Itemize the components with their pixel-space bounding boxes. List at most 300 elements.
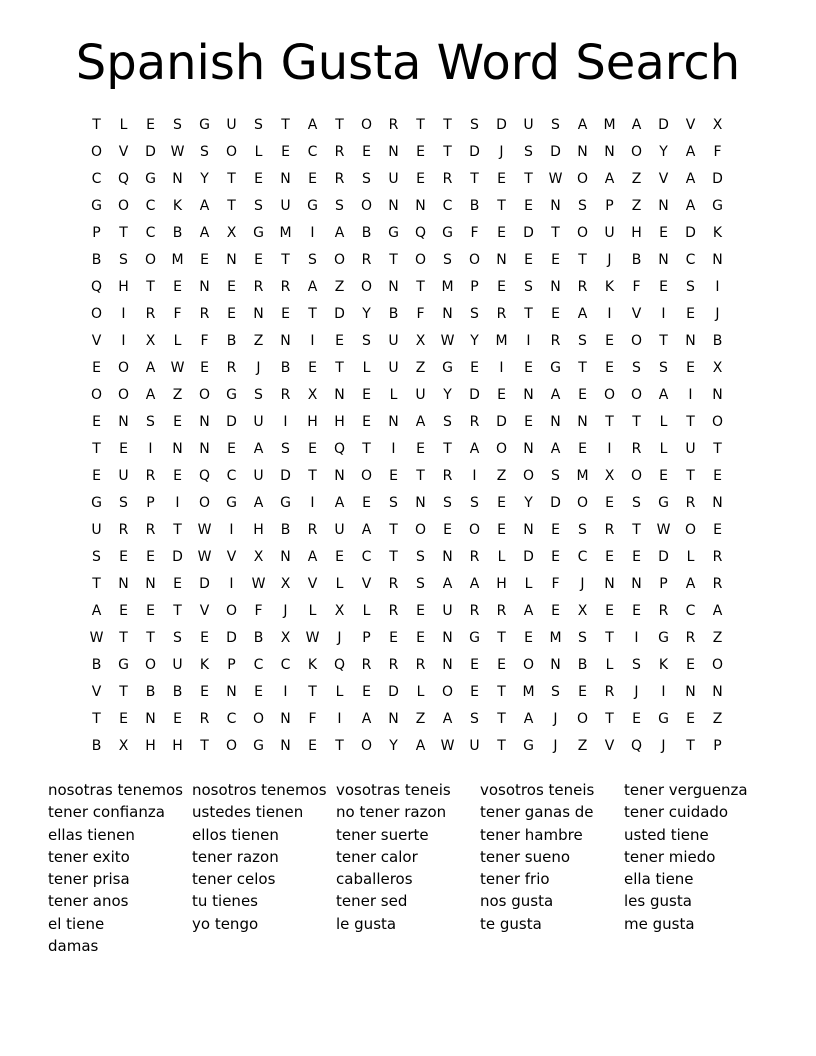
grid-letter[interactable]: C xyxy=(145,198,156,214)
grid-letter[interactable]: N xyxy=(604,576,615,592)
grid-letter[interactable]: I xyxy=(526,333,531,349)
grid-letter[interactable]: J xyxy=(553,738,558,754)
grid-letter[interactable]: R xyxy=(145,306,156,322)
grid-letter[interactable]: O xyxy=(576,495,589,511)
grid-letter[interactable]: T xyxy=(92,441,101,457)
grid-letter[interactable]: N xyxy=(280,171,291,187)
grid-letter[interactable]: N xyxy=(712,252,723,268)
grid-letter[interactable]: A xyxy=(307,279,318,295)
grid-letter[interactable]: A xyxy=(523,711,534,727)
grid-letter[interactable]: T xyxy=(632,522,641,538)
grid-letter[interactable]: U xyxy=(388,360,399,376)
grid-letter[interactable]: S xyxy=(443,252,452,268)
grid-letter[interactable]: C xyxy=(280,657,291,673)
grid-letter[interactable]: E xyxy=(173,414,182,430)
grid-letter[interactable]: A xyxy=(442,711,453,727)
grid-letter[interactable]: B xyxy=(172,225,183,241)
grid-letter[interactable]: S xyxy=(200,144,209,160)
grid-letter[interactable]: S xyxy=(416,576,425,592)
grid-letter[interactable]: O xyxy=(630,387,643,403)
grid-letter[interactable]: H xyxy=(253,522,264,538)
grid-letter[interactable]: O xyxy=(630,468,643,484)
grid-letter[interactable]: S xyxy=(308,252,317,268)
grid-letter[interactable]: X xyxy=(712,117,723,133)
grid-letter[interactable]: R xyxy=(469,549,480,565)
grid-letter[interactable]: E xyxy=(497,225,506,241)
grid-letter[interactable]: T xyxy=(335,360,344,376)
grid-letter[interactable]: S xyxy=(578,198,587,214)
grid-letter[interactable]: E xyxy=(551,252,560,268)
grid-letter[interactable]: S xyxy=(119,495,128,511)
grid-letter[interactable]: R xyxy=(280,387,291,403)
grid-letter[interactable]: R xyxy=(199,306,210,322)
grid-letter[interactable]: I xyxy=(310,495,315,511)
grid-letter[interactable]: O xyxy=(468,522,481,538)
grid-letter[interactable]: S xyxy=(470,306,479,322)
grid-letter[interactable]: L xyxy=(362,360,371,376)
grid-letter[interactable]: W xyxy=(548,171,563,187)
grid-letter[interactable]: I xyxy=(499,360,504,376)
grid-letter[interactable]: E xyxy=(146,549,155,565)
grid-letter[interactable]: B xyxy=(361,225,372,241)
grid-letter[interactable]: S xyxy=(416,549,425,565)
grid-letter[interactable]: S xyxy=(92,549,101,565)
grid-letter[interactable]: O xyxy=(360,279,373,295)
grid-letter[interactable]: E xyxy=(443,522,452,538)
grid-letter[interactable]: E xyxy=(659,225,668,241)
grid-letter[interactable]: R xyxy=(658,603,669,619)
grid-letter[interactable]: Z xyxy=(496,468,507,484)
grid-letter[interactable]: V xyxy=(307,576,318,592)
grid-letter[interactable]: E xyxy=(308,171,317,187)
grid-letter[interactable]: O xyxy=(117,360,130,376)
grid-letter[interactable]: T xyxy=(389,549,398,565)
grid-letter[interactable]: E xyxy=(389,630,398,646)
grid-letter[interactable]: Q xyxy=(198,468,211,484)
grid-letter[interactable]: O xyxy=(711,414,724,430)
grid-letter[interactable]: J xyxy=(256,360,261,376)
grid-letter[interactable]: T xyxy=(173,522,182,538)
grid-letter[interactable]: G xyxy=(442,225,453,241)
grid-letter[interactable]: U xyxy=(172,657,183,673)
grid-letter[interactable]: O xyxy=(144,657,157,673)
grid-letter[interactable]: M xyxy=(549,630,562,646)
grid-letter[interactable]: J xyxy=(283,603,288,619)
grid-letter[interactable]: X xyxy=(280,630,291,646)
grid-letter[interactable]: U xyxy=(388,333,399,349)
grid-letter[interactable]: R xyxy=(469,414,480,430)
grid-letter[interactable]: Y xyxy=(200,171,209,187)
grid-letter[interactable]: N xyxy=(334,468,345,484)
grid-letter[interactable]: M xyxy=(603,117,616,133)
grid-letter[interactable]: U xyxy=(91,522,102,538)
grid-letter[interactable]: H xyxy=(631,225,642,241)
grid-letter[interactable]: O xyxy=(90,306,103,322)
grid-letter[interactable]: F xyxy=(254,603,263,619)
grid-letter[interactable]: K xyxy=(172,198,183,214)
grid-letter[interactable]: N xyxy=(685,684,696,700)
grid-letter[interactable]: N xyxy=(631,576,642,592)
grid-letter[interactable]: F xyxy=(308,711,317,727)
grid-letter[interactable]: N xyxy=(172,171,183,187)
grid-letter[interactable]: O xyxy=(144,252,157,268)
grid-letter[interactable]: N xyxy=(523,441,534,457)
grid-letter[interactable]: F xyxy=(551,576,560,592)
grid-letter[interactable]: I xyxy=(121,333,126,349)
grid-letter[interactable]: N xyxy=(577,144,588,160)
grid-letter[interactable]: O xyxy=(576,711,589,727)
grid-letter[interactable]: N xyxy=(496,252,507,268)
grid-letter[interactable]: Z xyxy=(631,198,642,214)
grid-letter[interactable]: E xyxy=(470,360,479,376)
grid-letter[interactable]: E xyxy=(605,603,614,619)
grid-letter[interactable]: I xyxy=(634,630,639,646)
grid-letter[interactable]: U xyxy=(334,522,345,538)
grid-letter[interactable]: E xyxy=(524,414,533,430)
grid-letter[interactable]: A xyxy=(91,603,102,619)
grid-letter[interactable]: B xyxy=(577,657,588,673)
grid-letter[interactable]: E xyxy=(389,468,398,484)
grid-letter[interactable]: C xyxy=(685,252,696,268)
grid-letter[interactable]: N xyxy=(523,387,534,403)
grid-letter[interactable]: S xyxy=(173,630,182,646)
grid-letter[interactable]: S xyxy=(119,252,128,268)
grid-letter[interactable]: B xyxy=(145,684,156,700)
grid-letter[interactable]: R xyxy=(442,468,453,484)
grid-letter[interactable]: B xyxy=(388,306,399,322)
grid-letter[interactable]: E xyxy=(362,495,371,511)
grid-letter[interactable]: F xyxy=(173,306,182,322)
grid-letter[interactable]: R xyxy=(361,252,372,268)
grid-letter[interactable]: B xyxy=(712,333,723,349)
grid-letter[interactable]: N xyxy=(280,333,291,349)
grid-letter[interactable]: E xyxy=(173,468,182,484)
grid-letter[interactable]: E xyxy=(551,522,560,538)
grid-letter[interactable]: E xyxy=(524,630,533,646)
grid-letter[interactable]: Q xyxy=(117,171,130,187)
grid-letter[interactable]: R xyxy=(496,603,507,619)
grid-letter[interactable]: N xyxy=(577,414,588,430)
grid-letter[interactable]: U xyxy=(685,441,696,457)
grid-letter[interactable]: G xyxy=(469,630,480,646)
grid-letter[interactable]: Z xyxy=(415,360,426,376)
grid-letter[interactable]: R xyxy=(226,360,237,376)
grid-letter[interactable]: T xyxy=(416,468,425,484)
grid-letter[interactable]: J xyxy=(634,684,639,700)
grid-letter[interactable]: T xyxy=(92,117,101,133)
grid-letter[interactable]: D xyxy=(496,414,507,430)
grid-letter[interactable]: M xyxy=(171,252,184,268)
grid-letter[interactable]: N xyxy=(523,522,534,538)
grid-letter[interactable]: S xyxy=(578,522,587,538)
grid-letter[interactable]: F xyxy=(713,144,722,160)
grid-letter[interactable]: I xyxy=(337,711,342,727)
grid-letter[interactable]: X xyxy=(577,603,588,619)
grid-letter[interactable]: O xyxy=(576,225,589,241)
grid-letter[interactable]: A xyxy=(361,522,372,538)
grid-letter[interactable]: T xyxy=(524,171,533,187)
grid-letter[interactable]: S xyxy=(389,495,398,511)
grid-letter[interactable]: T xyxy=(659,333,668,349)
grid-letter[interactable]: B xyxy=(280,522,291,538)
grid-letter[interactable]: I xyxy=(472,468,477,484)
grid-letter[interactable]: B xyxy=(253,630,264,646)
grid-letter[interactable]: R xyxy=(388,657,399,673)
grid-letter[interactable]: L xyxy=(497,549,506,565)
grid-letter[interactable]: O xyxy=(522,657,535,673)
grid-letter[interactable]: Z xyxy=(577,738,588,754)
grid-letter[interactable]: E xyxy=(308,738,317,754)
grid-letter[interactable]: R xyxy=(361,657,372,673)
grid-letter[interactable]: S xyxy=(686,279,695,295)
grid-letter[interactable]: E xyxy=(362,144,371,160)
grid-letter[interactable]: U xyxy=(226,117,237,133)
grid-letter[interactable]: E xyxy=(173,576,182,592)
grid-letter[interactable]: W xyxy=(170,144,185,160)
grid-letter[interactable]: D xyxy=(280,468,291,484)
grid-letter[interactable]: A xyxy=(604,171,615,187)
grid-letter[interactable]: Z xyxy=(334,279,345,295)
grid-letter[interactable]: S xyxy=(254,117,263,133)
grid-letter[interactable]: O xyxy=(252,711,265,727)
grid-letter[interactable]: N xyxy=(550,279,561,295)
grid-letter[interactable]: A xyxy=(199,225,210,241)
grid-letter[interactable]: A xyxy=(685,198,696,214)
grid-letter[interactable]: C xyxy=(91,171,102,187)
grid-letter[interactable]: T xyxy=(362,441,371,457)
grid-letter[interactable]: N xyxy=(415,198,426,214)
grid-letter[interactable]: N xyxy=(388,198,399,214)
grid-letter[interactable]: O xyxy=(630,333,643,349)
grid-letter[interactable]: R xyxy=(550,333,561,349)
grid-letter[interactable]: O xyxy=(198,387,211,403)
grid-letter[interactable]: E xyxy=(227,441,236,457)
grid-letter[interactable]: A xyxy=(307,549,318,565)
grid-letter[interactable]: R xyxy=(388,576,399,592)
grid-letter[interactable]: E xyxy=(416,603,425,619)
grid-letter[interactable]: N xyxy=(550,198,561,214)
grid-letter[interactable]: O xyxy=(576,171,589,187)
grid-letter[interactable]: R xyxy=(334,171,345,187)
grid-letter[interactable]: R xyxy=(604,684,615,700)
grid-letter[interactable]: N xyxy=(712,387,723,403)
grid-letter[interactable]: T xyxy=(686,414,695,430)
grid-letter[interactable]: N xyxy=(388,414,399,430)
grid-letter[interactable]: R xyxy=(145,468,156,484)
grid-letter[interactable]: A xyxy=(550,387,561,403)
grid-letter[interactable]: A xyxy=(334,225,345,241)
grid-letter[interactable]: N xyxy=(712,495,723,511)
grid-letter[interactable]: A xyxy=(469,441,480,457)
grid-letter[interactable]: I xyxy=(688,387,693,403)
grid-letter[interactable]: T xyxy=(416,117,425,133)
grid-letter[interactable]: V xyxy=(91,333,102,349)
grid-letter[interactable]: S xyxy=(524,144,533,160)
grid-letter[interactable]: J xyxy=(607,252,612,268)
grid-letter[interactable]: E xyxy=(416,630,425,646)
grid-letter[interactable]: N xyxy=(199,279,210,295)
grid-letter[interactable]: S xyxy=(362,171,371,187)
grid-letter[interactable]: A xyxy=(577,117,588,133)
grid-letter[interactable]: I xyxy=(607,441,612,457)
grid-letter[interactable]: G xyxy=(226,495,237,511)
grid-letter[interactable]: O xyxy=(522,468,535,484)
grid-letter[interactable]: E xyxy=(200,630,209,646)
grid-letter[interactable]: N xyxy=(388,279,399,295)
grid-letter[interactable]: G xyxy=(388,225,399,241)
grid-letter[interactable]: E xyxy=(686,657,695,673)
grid-letter[interactable]: U xyxy=(118,468,129,484)
grid-letter[interactable]: E xyxy=(497,657,506,673)
grid-letter[interactable]: G xyxy=(658,630,669,646)
grid-letter[interactable]: I xyxy=(148,441,153,457)
grid-letter[interactable]: E xyxy=(605,549,614,565)
grid-letter[interactable]: R xyxy=(145,522,156,538)
grid-letter[interactable]: E xyxy=(632,603,641,619)
grid-letter[interactable]: V xyxy=(361,576,372,592)
grid-letter[interactable]: A xyxy=(550,441,561,457)
grid-letter[interactable]: G xyxy=(307,198,318,214)
grid-letter[interactable]: U xyxy=(280,198,291,214)
grid-letter[interactable]: Z xyxy=(415,711,426,727)
grid-letter[interactable]: L xyxy=(362,603,371,619)
grid-letter[interactable]: Z xyxy=(712,711,723,727)
grid-letter[interactable]: E xyxy=(335,333,344,349)
grid-letter[interactable]: E xyxy=(416,144,425,160)
grid-letter[interactable]: H xyxy=(496,576,507,592)
grid-letter[interactable]: D xyxy=(388,684,399,700)
grid-letter[interactable]: J xyxy=(661,738,666,754)
grid-letter[interactable]: E xyxy=(605,360,614,376)
grid-letter[interactable]: O xyxy=(198,495,211,511)
grid-letter[interactable]: T xyxy=(443,441,452,457)
grid-letter[interactable]: L xyxy=(524,576,533,592)
grid-letter[interactable]: P xyxy=(92,225,101,241)
grid-letter[interactable]: H xyxy=(118,279,129,295)
grid-letter[interactable]: R xyxy=(307,522,318,538)
grid-letter[interactable]: K xyxy=(199,657,210,673)
grid-letter[interactable]: N xyxy=(253,306,264,322)
grid-letter[interactable]: P xyxy=(227,657,236,673)
grid-letter[interactable]: W xyxy=(251,576,266,592)
grid-letter[interactable]: C xyxy=(361,549,372,565)
grid-letter[interactable]: T xyxy=(308,306,317,322)
grid-letter[interactable]: X xyxy=(604,468,615,484)
grid-letter[interactable]: L xyxy=(335,576,344,592)
grid-letter[interactable]: D xyxy=(172,549,183,565)
grid-letter[interactable]: G xyxy=(658,495,669,511)
grid-letter[interactable]: G xyxy=(118,657,129,673)
grid-letter[interactable]: S xyxy=(470,495,479,511)
grid-letter[interactable]: P xyxy=(659,576,668,592)
grid-letter[interactable]: O xyxy=(90,144,103,160)
grid-letter[interactable]: A xyxy=(199,198,210,214)
grid-letter[interactable]: A xyxy=(415,738,426,754)
grid-letter[interactable]: G xyxy=(280,495,291,511)
grid-letter[interactable]: E xyxy=(686,360,695,376)
grid-letter[interactable]: I xyxy=(661,306,666,322)
grid-letter[interactable]: P xyxy=(146,495,155,511)
grid-letter[interactable]: X xyxy=(118,738,129,754)
grid-letter[interactable]: T xyxy=(227,171,236,187)
grid-letter[interactable]: X xyxy=(145,333,156,349)
grid-letter[interactable]: N xyxy=(199,414,210,430)
grid-letter[interactable]: I xyxy=(715,279,720,295)
grid-letter[interactable]: R xyxy=(415,657,426,673)
grid-letter[interactable]: N xyxy=(712,684,723,700)
grid-letter[interactable]: G xyxy=(91,198,102,214)
grid-letter[interactable]: H xyxy=(145,738,156,754)
grid-letter[interactable]: T xyxy=(281,252,290,268)
grid-letter[interactable]: E xyxy=(578,387,587,403)
grid-letter[interactable]: B xyxy=(91,738,102,754)
grid-letter[interactable]: N xyxy=(388,711,399,727)
grid-letter[interactable]: Y xyxy=(524,495,533,511)
grid-letter[interactable]: C xyxy=(685,603,696,619)
grid-letter[interactable]: E xyxy=(146,603,155,619)
grid-letter[interactable]: S xyxy=(578,333,587,349)
grid-letter[interactable]: S xyxy=(443,495,452,511)
grid-letter[interactable]: S xyxy=(335,198,344,214)
grid-letter[interactable]: C xyxy=(253,657,264,673)
grid-letter[interactable]: B xyxy=(91,252,102,268)
grid-letter[interactable]: E xyxy=(119,549,128,565)
grid-letter[interactable]: T xyxy=(146,630,155,646)
grid-letter[interactable]: J xyxy=(337,630,342,646)
grid-letter[interactable]: C xyxy=(226,711,237,727)
grid-letter[interactable]: G xyxy=(253,225,264,241)
grid-letter[interactable]: B xyxy=(469,198,480,214)
grid-letter[interactable]: L xyxy=(416,684,425,700)
grid-letter[interactable]: E xyxy=(254,684,263,700)
grid-letter[interactable]: N xyxy=(118,414,129,430)
grid-letter[interactable]: R xyxy=(685,630,696,646)
grid-letter[interactable]: I xyxy=(391,441,396,457)
grid-letter[interactable]: C xyxy=(577,549,588,565)
grid-letter[interactable]: E xyxy=(497,279,506,295)
grid-letter[interactable]: A xyxy=(685,171,696,187)
grid-letter[interactable]: E xyxy=(416,171,425,187)
grid-letter[interactable]: S xyxy=(659,360,668,376)
grid-letter[interactable]: E xyxy=(659,468,668,484)
grid-letter[interactable]: V xyxy=(199,603,210,619)
grid-letter[interactable]: T xyxy=(713,441,722,457)
grid-letter[interactable]: T xyxy=(335,117,344,133)
grid-letter[interactable]: S xyxy=(146,414,155,430)
grid-letter[interactable]: N xyxy=(388,144,399,160)
grid-letter[interactable]: G xyxy=(226,387,237,403)
grid-letter[interactable]: R xyxy=(469,603,480,619)
grid-letter[interactable]: O xyxy=(225,603,238,619)
grid-letter[interactable]: X xyxy=(226,225,237,241)
grid-letter[interactable]: C xyxy=(442,198,453,214)
grid-letter[interactable]: S xyxy=(443,414,452,430)
grid-letter[interactable]: H xyxy=(172,738,183,754)
grid-letter[interactable]: M xyxy=(441,279,454,295)
grid-letter[interactable]: S xyxy=(281,441,290,457)
grid-letter[interactable]: O xyxy=(684,522,697,538)
grid-letter[interactable]: B xyxy=(91,657,102,673)
grid-letter[interactable]: A xyxy=(415,414,426,430)
grid-letter[interactable]: O xyxy=(117,387,130,403)
grid-letter[interactable]: N xyxy=(442,549,453,565)
grid-letter[interactable]: E xyxy=(551,603,560,619)
grid-letter[interactable]: A xyxy=(685,144,696,160)
grid-letter[interactable]: T xyxy=(632,414,641,430)
grid-letter[interactable]: K xyxy=(658,657,669,673)
grid-letter[interactable]: K xyxy=(712,225,723,241)
grid-letter[interactable]: X xyxy=(307,387,318,403)
